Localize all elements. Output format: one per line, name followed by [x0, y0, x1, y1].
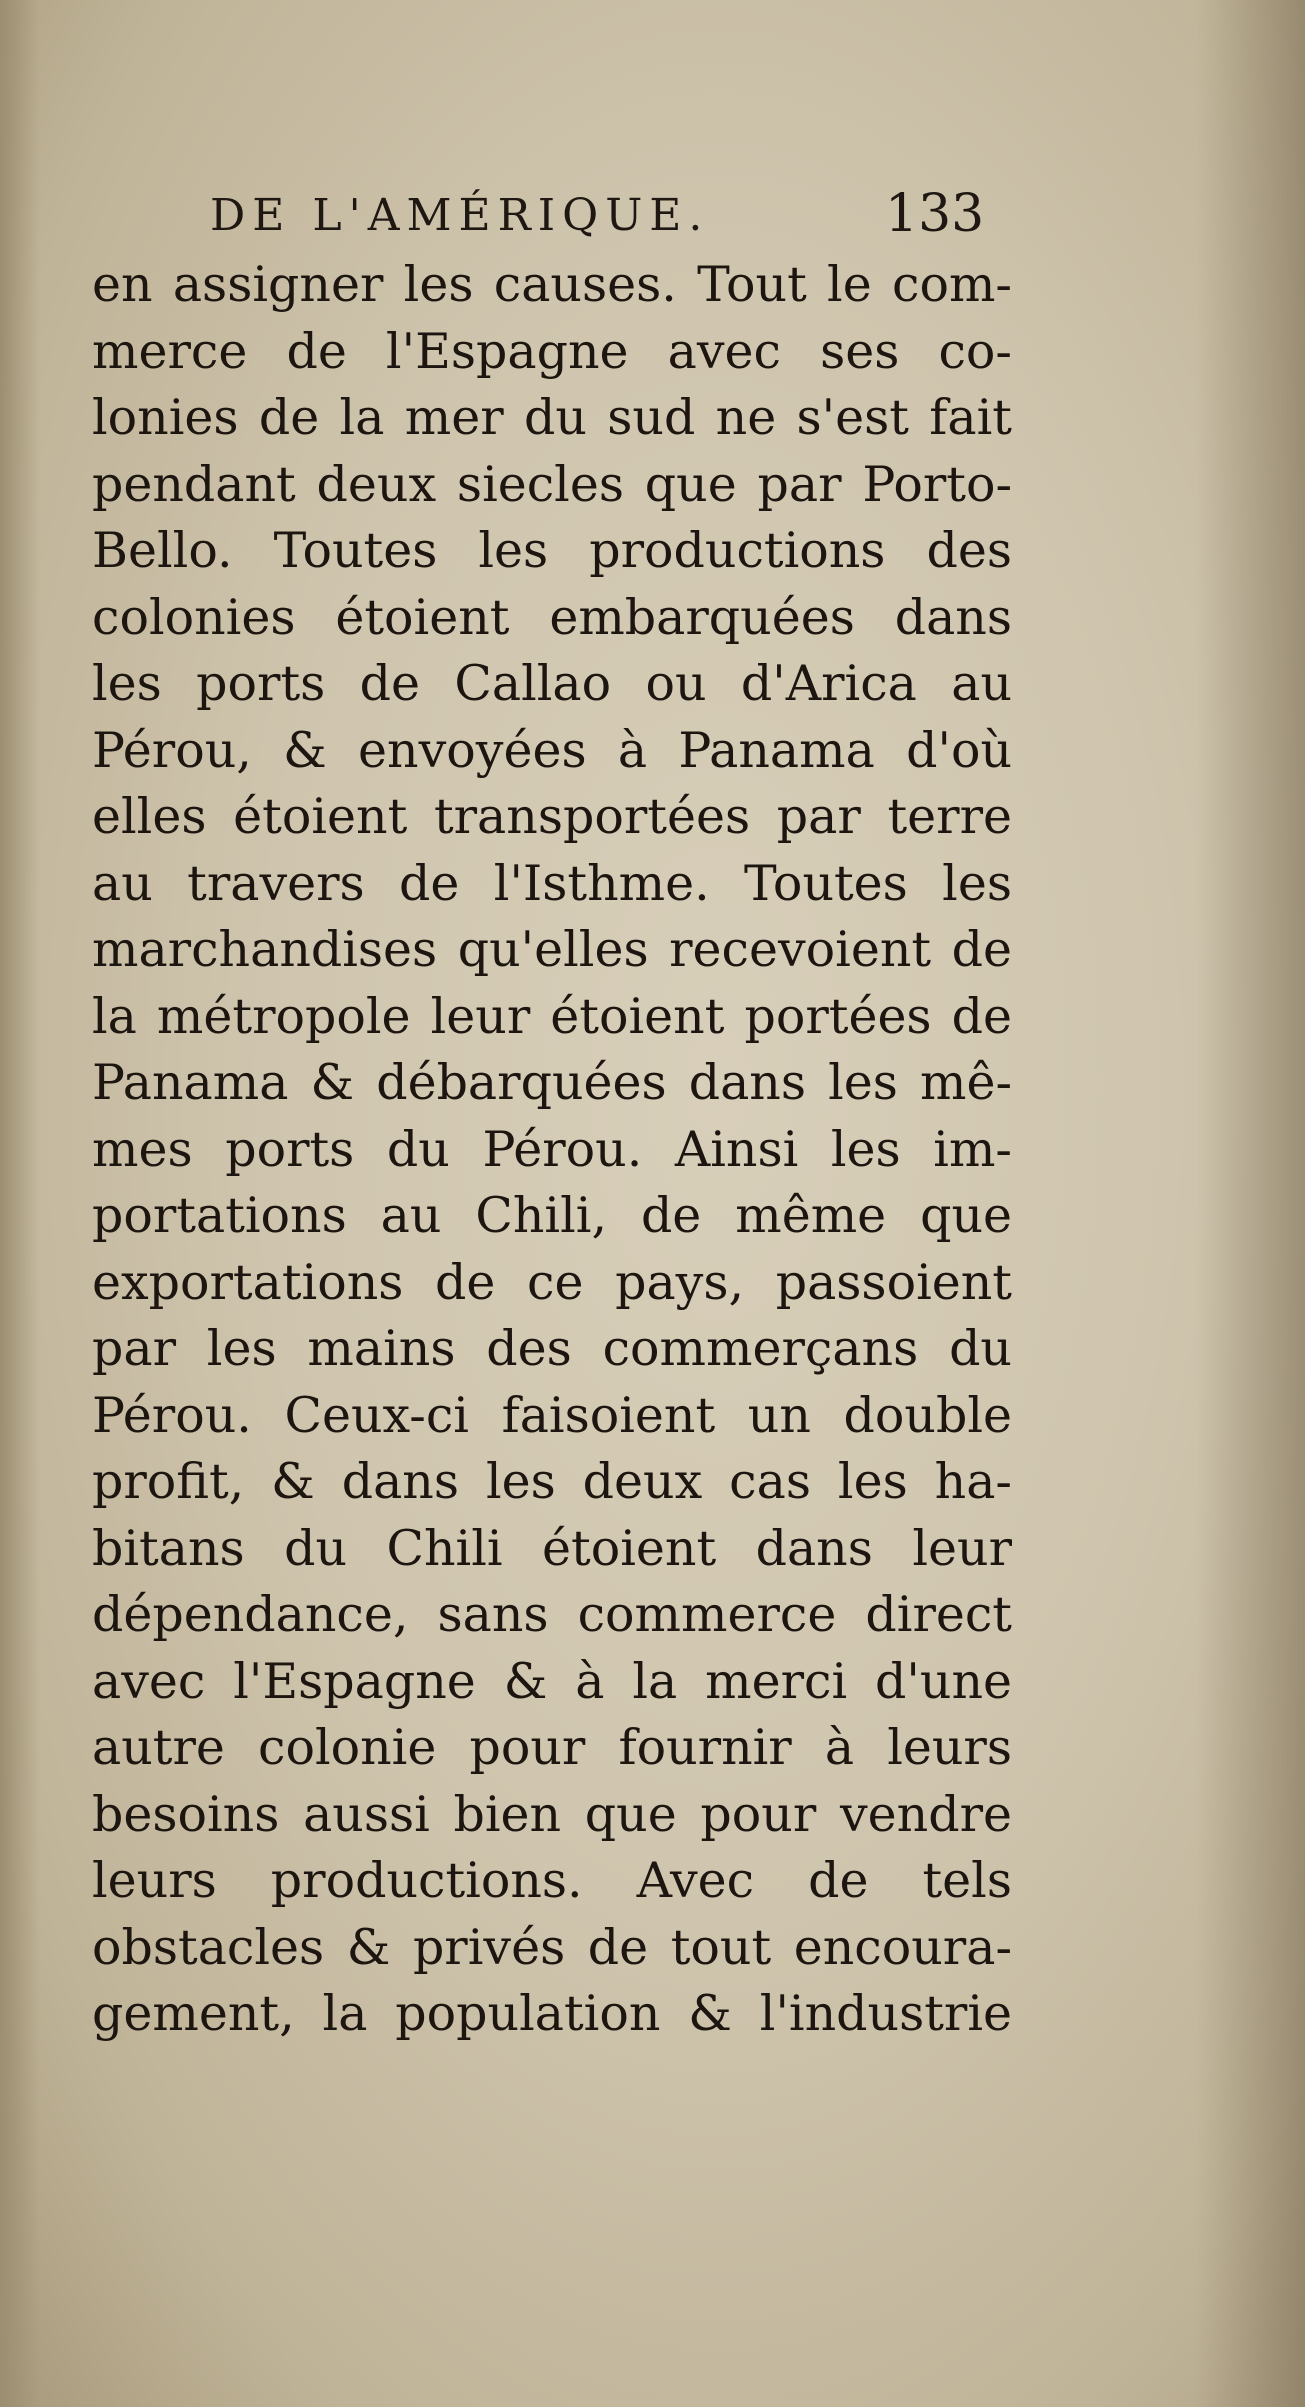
- text-line: la métropole leur étoient portées de: [92, 987, 1012, 1045]
- text-line: mes ports du Pérou. Ainsi les im-: [92, 1120, 1012, 1178]
- text-line: profit, & dans les deux cas les ha-: [92, 1453, 1012, 1510]
- running-title: DE L'AMÉRIQUE.: [210, 190, 710, 241]
- text-line: par les mains des commerçans du: [92, 1320, 1012, 1377]
- text-line: Pérou, & envoyées à Panama d'où: [92, 721, 1012, 779]
- show-through-text: [1090, 330, 1290, 790]
- text-line: portations au Chili, de même que: [92, 1187, 1012, 1244]
- text-line: leurs productions. Avec de tels: [92, 1852, 1012, 1909]
- text-line: au travers de l'Isthme. Toutes les: [92, 854, 1012, 912]
- text-line: colonies étoient embarquées dans: [92, 588, 1012, 646]
- text-line: marchandises qu'elles recevoient de: [92, 921, 1012, 978]
- text-line: gement, la population & l'industrie: [92, 1985, 1012, 2042]
- text-line: les ports de Callao ou d'Arica au: [92, 655, 1012, 712]
- text-line: Panama & débarquées dans les mê-: [92, 1054, 1012, 1111]
- text-line: pendant deux siecles que par Porto-: [92, 455, 1012, 513]
- text-line: dépendance, sans commerce direct: [92, 1586, 1012, 1643]
- text-line: autre colonie pour fournir à leurs: [92, 1719, 1012, 1776]
- text-line: merce de l'Espagne avec ses co-: [92, 322, 1012, 380]
- text-line: obstacles & privés de tout encoura-: [92, 1918, 1012, 1976]
- body-text: [92, 252, 1012, 2048]
- text-line: en assigner les causes. Tout le com-: [92, 256, 1012, 313]
- text-line: lonies de la mer du sud ne s'est fait: [92, 389, 1012, 446]
- text-line: avec l'Espagne & à la merci d'une: [92, 1652, 1012, 1710]
- text-line: besoins aussi bien que pour vendre: [92, 1785, 1012, 1843]
- text-line: Bello. Toutes les productions des: [92, 522, 1012, 579]
- page-number: 133: [885, 184, 985, 244]
- text-line: elles étoient transportées par terre: [92, 788, 1012, 845]
- text-line: exportations de ce pays, passoient: [92, 1253, 1012, 1311]
- text-line: bitans du Chili étoient dans leur: [92, 1519, 1012, 1577]
- text-line: Pérou. Ceux-ci faisoient un double: [92, 1386, 1012, 1444]
- running-head: [210, 184, 1010, 260]
